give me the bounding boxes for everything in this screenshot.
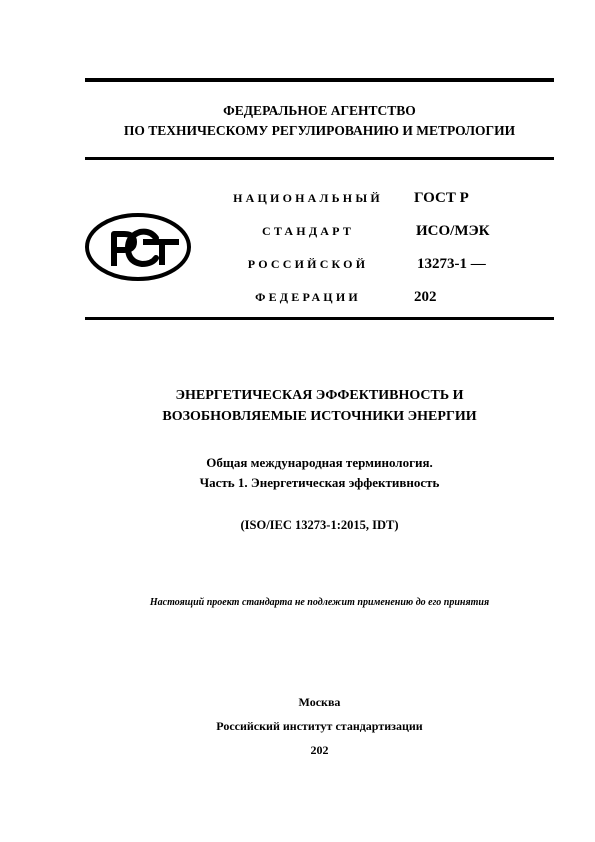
standard-word-federation: ФЕДЕРАЦИИ xyxy=(255,290,361,304)
top-rule xyxy=(85,78,554,82)
publication-footer xyxy=(85,690,554,762)
title-line-2: ВОЗОБНОВЛЯЕМЫЕ ИСТОЧНИКИ ЭНЕРГИИ xyxy=(162,409,477,424)
subtitle-line-2: Часть 1. Энергетическая эффективность xyxy=(199,475,440,490)
footer-publisher: Российский институт стандартизации xyxy=(216,719,423,733)
standard-word-russian: РОССИЙСКОЙ xyxy=(247,257,369,271)
footer-year: 202 xyxy=(310,743,329,757)
title-line-1: ЭНЕРГЕТИЧЕСКАЯ ЭФФЕКТИВНОСТЬ И xyxy=(175,388,464,403)
lower-rule xyxy=(85,317,554,320)
iso-reference: (ISO/IEC 13273-1:2015, IDT) xyxy=(240,518,399,532)
standard-number xyxy=(414,182,490,314)
agency-name xyxy=(85,101,554,141)
standard-designation-left xyxy=(212,182,404,314)
standard-number-code: 13273-1 — xyxy=(417,256,486,272)
document-subtitle xyxy=(85,453,554,493)
agency-line-2: ПО ТЕХНИЧЕСКОМУ РЕГУЛИРОВАНИЮ И МЕТРОЛОГИИ xyxy=(123,123,516,138)
document-title xyxy=(85,385,554,427)
standard-number-year: 202 xyxy=(414,289,437,305)
middle-rule xyxy=(85,157,554,160)
standard-number-iso: ИСО/МЭК xyxy=(416,223,490,239)
draft-notice: Настоящий проект стандарта не подлежит применению до его принятия xyxy=(149,597,490,608)
standard-number-gost: ГОСТ Р xyxy=(414,190,469,206)
gost-r-logo-icon xyxy=(84,212,192,282)
standard-word-standard: СТАНДАРТ xyxy=(261,224,355,238)
footer-city: Москва xyxy=(298,695,341,709)
standard-word-national: НАЦИОНАЛЬНЫЙ xyxy=(233,191,383,205)
subtitle-line-1: Общая международная терминология. xyxy=(206,455,433,470)
agency-line-1: ФЕДЕРАЛЬНОЕ АГЕНТСТВО xyxy=(223,103,416,118)
